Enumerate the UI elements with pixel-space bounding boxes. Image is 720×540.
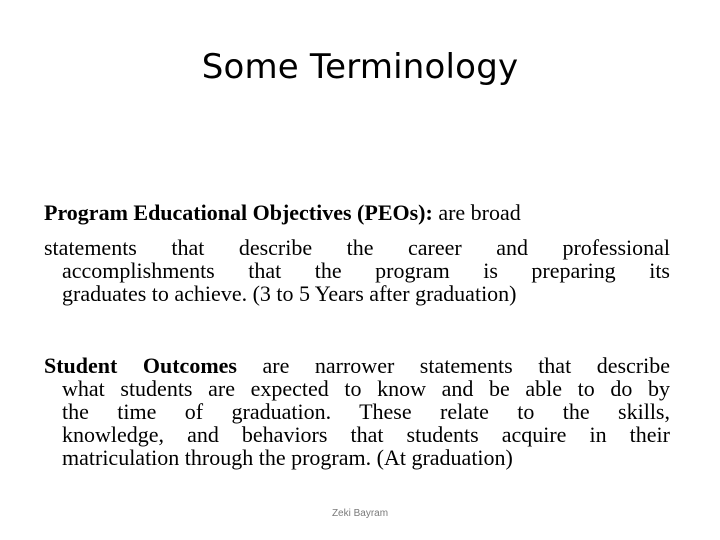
- peo-line-1: statements that describe the career and professional: [44, 235, 670, 260]
- peo-line-2: accomplishments that the program is preparing its: [62, 258, 670, 283]
- so-line-1: [44, 354, 670, 377]
- so-term: Student Outcomes: [44, 353, 237, 378]
- so-line-1-rest: are narrower statements that describe: [236, 353, 671, 378]
- peo-intro: are broad: [432, 200, 521, 225]
- so-line-4: knowledge, and behaviors that students acquire in their: [62, 422, 670, 447]
- peo-line-3: graduates to achieve. (3 to 5 Years after graduation): [62, 281, 517, 306]
- slide-title: Some Terminology: [201, 47, 519, 87]
- student-outcomes-definition: [44, 354, 670, 469]
- footer-author: Zeki Bayram: [331, 508, 389, 519]
- peo-definition: [44, 236, 670, 305]
- so-line-3: the time of graduation. These relate to the skills,: [62, 399, 670, 424]
- peo-heading-line: [44, 200, 521, 226]
- so-line-2: what students are expected to know and be able to do by: [62, 376, 670, 401]
- so-line-5: matriculation through the program. (At graduation): [62, 445, 513, 470]
- peo-term: Program Educational Objectives (PEOs):: [44, 200, 433, 225]
